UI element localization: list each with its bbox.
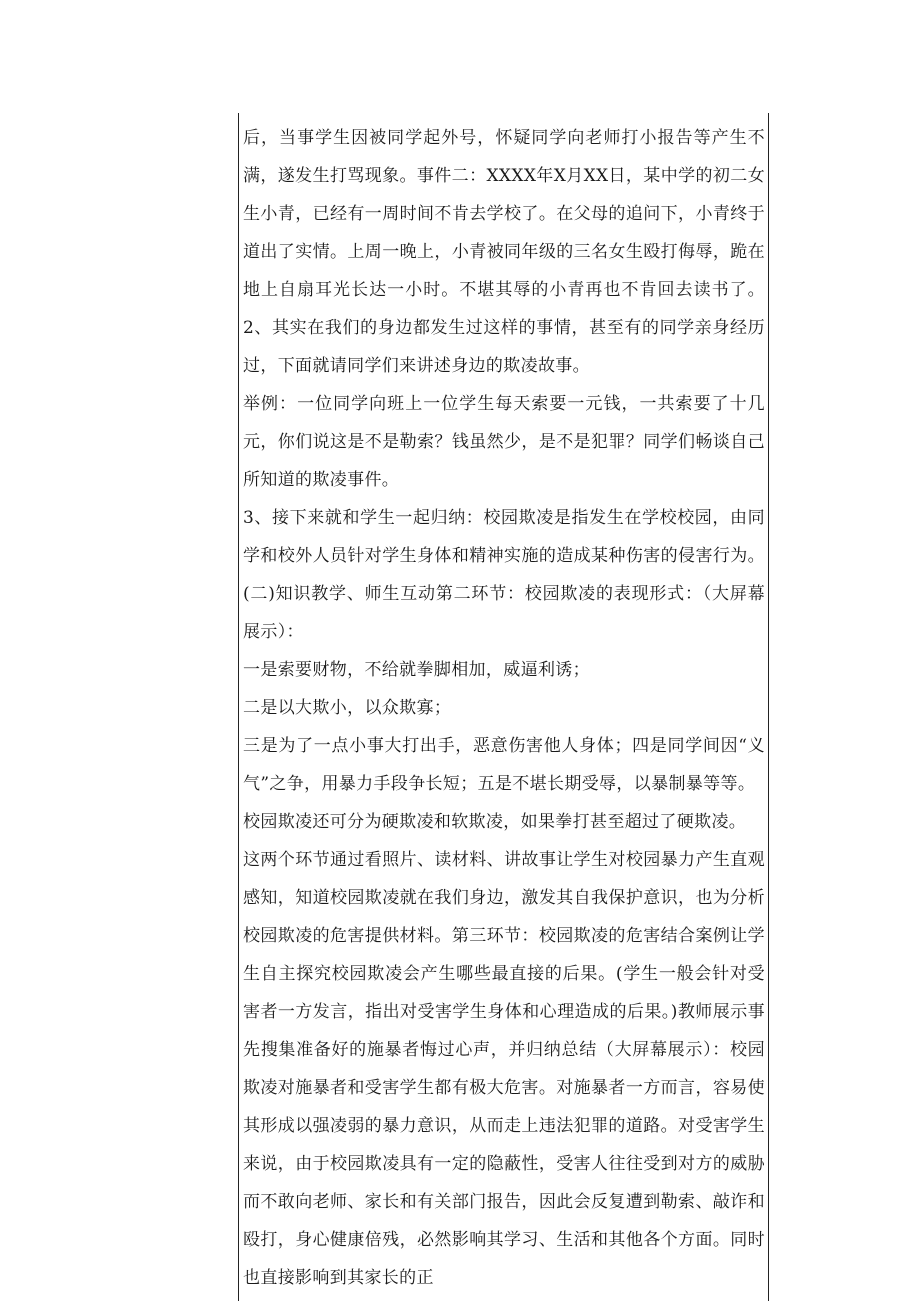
paragraph-definition: 3、接下来就和学生一起归纳：校园欺凌是指发生在学校校园，由同学和校外人员针对学生身体和精神实施的造成某种伤害的侵害行为。(二)知识教学、师生互动第二环节：校园欺凌的表现形式：（大屏幕展示）： [243,508,765,642]
paragraph-case-study: 后，当事学生因被同学起外号，怀疑同学向老师打小报告等产生不满，遂发生打骂现象。事件二：XXXX年X月XX日，某中学的初二女生小青，已经有一周时间不肯去学校了。在父母的追问下，小青终于道出了实情。上周一晚上，小青被同年级的三名女生殴打侮辱，跪在地上自扇耳光长达一小时。不堪其辱的小青再也不肯回去读书了。2、其实在我们的身边都发生过这样的事情，甚至有的同学亲身经历过，下面就请同学们来讲述身边的欺凌故事。 [243,128,765,376]
paragraph-form-3-5: 三是为了一点小事大打出手，恶意伤害他人身体；四是同学间因“义气”之争，用暴力手段争长短；五是不堪长期受辱，以暴制暴等等。 [243,736,765,794]
table-left-border [238,113,239,1301]
paragraph-harm-analysis: 这两个环节通过看照片、读材料、讲故事让学生对校园暴力产生直观感知，知道校园欺凌就在我们身边，激发其自我保护意识，也为分析校园欺凌的危害提供材料。第三环节：校园欺凌的危害结合案例让学生自主探究校园欺凌会产生哪些最直接的后果。(学生一般会针对受害者一方发言，指出对受害学生身体和心理造成的后果。)教师展示事先搜集准备好的施暴者悔过心声，并归纳总结（大屏幕展示）：校园欺凌对施暴者和受害学生都有极大危害。对施暴者一方而言，容易使其形成以强凌弱的暴力意识，从而走上违法犯罪的道路。对受害学生来说，由于校园欺凌具有一定的隐蔽性，受害人往往受到对方的威胁而不敢向老师、家长和有关部门报告，因此会反复遭到勒索、敲诈和殴打，身心健康倍残，必然影响其学习、生活和其他各个方面。同时也直接影响到其家长的正 [243,850,765,1288]
paragraph-example: 举例：一位同学向班上一位学生每天索要一元钱，一共索要了十几元，你们说这是不是勒索？钱虽然少，是不是犯罪？同学们畅谈自己所知道的欺凌事件。 [243,394,765,490]
table-cell-content [243,119,765,1297]
paragraph-form-2: 二是以大欺小，以众欺寡； [243,698,452,718]
paragraph-bullying-types: 校园欺凌还可分为硬欺凌和软欺凌，如果拳打甚至超过了硬欺凌。 [243,812,747,832]
table-right-border [768,113,769,1301]
paragraph-form-1: 一是索要财物，不给就拳脚相加，威逼利诱； [243,660,590,680]
